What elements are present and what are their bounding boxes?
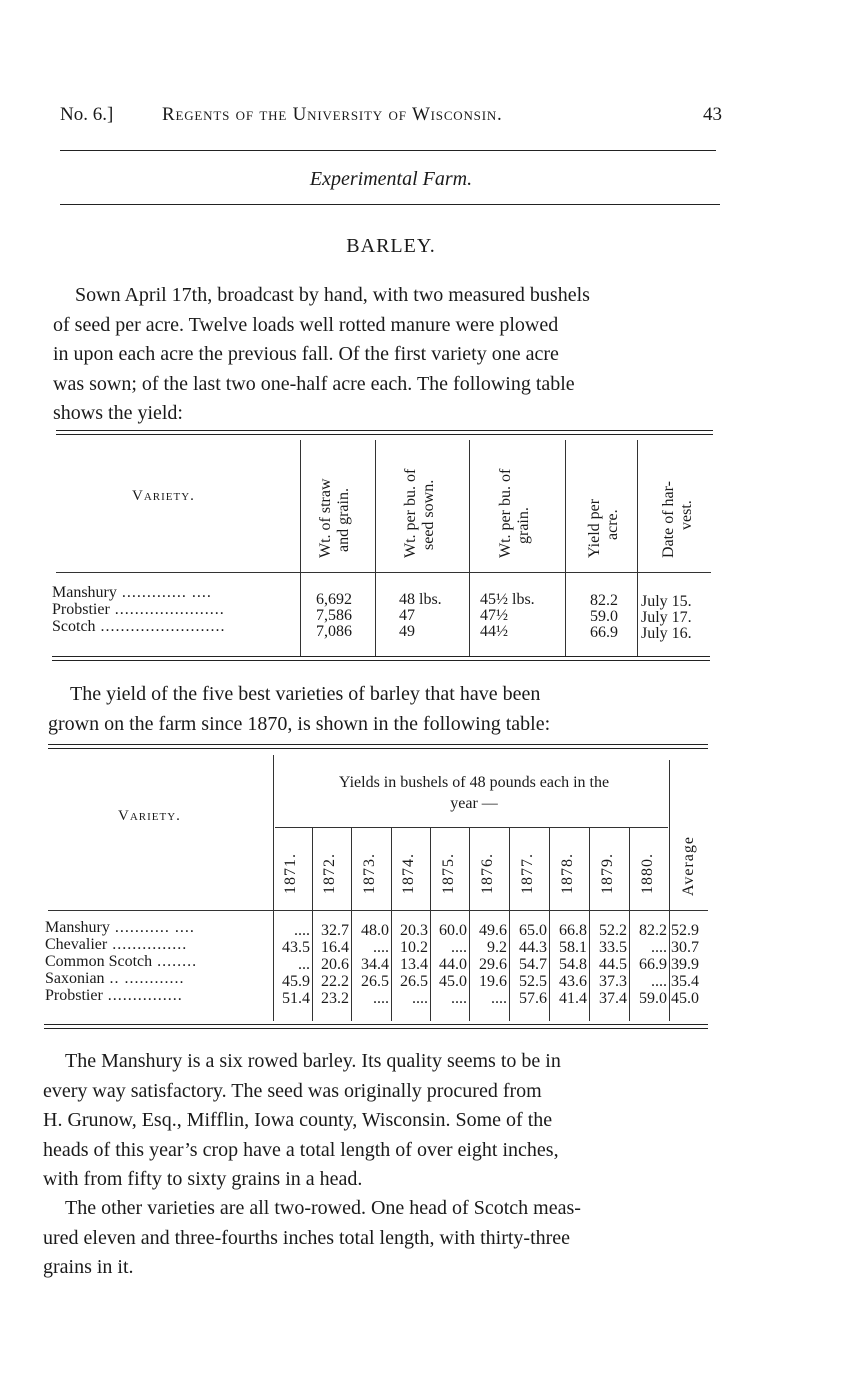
variety-name: Saxonian xyxy=(45,970,105,987)
table2-cell: 65.0 xyxy=(519,922,547,939)
intro-line: was sown; of the last two one-half acre each. The following table xyxy=(53,372,575,395)
table2-cell: .... xyxy=(373,939,389,956)
table1-col-seed-weight xyxy=(402,469,438,558)
table2-year-header: 1877. xyxy=(519,853,536,894)
variety-name: Probstier xyxy=(45,987,103,1004)
table2-cell: .... xyxy=(651,939,667,956)
table2-divider xyxy=(430,827,431,1021)
table2-row-variety xyxy=(45,987,183,1004)
span-header-line: Yields in bushels of 48 pounds each in the xyxy=(338,774,610,791)
table2-variety-header: Variety. xyxy=(118,808,181,824)
table1-cell: July 15. xyxy=(641,593,692,610)
table2-cell: 43.5 xyxy=(282,939,310,956)
table2-cell: 60.0 xyxy=(439,922,467,939)
colhead-line: Date of har- xyxy=(660,481,677,558)
table2-divider xyxy=(273,755,274,1021)
table1-cell: 45½ lbs. xyxy=(480,591,535,608)
table1-row-variety xyxy=(52,618,226,635)
intro-line: of seed per acre. Twelve loads well rotted manure were plowed xyxy=(53,313,559,336)
leader-dots: .. ............ xyxy=(104,970,185,987)
table2-cell: 44.0 xyxy=(439,956,467,973)
table2-cell: 58.1 xyxy=(559,939,587,956)
colhead-line: grain. xyxy=(515,507,532,544)
table2-cell: .... xyxy=(491,990,507,1007)
table1-cell: 6,692 xyxy=(316,591,352,608)
table2-cell: 16.4 xyxy=(321,939,349,956)
leader-dots: ......................... xyxy=(95,618,226,635)
table2-span-header xyxy=(277,772,671,814)
table1-cell: 7,086 xyxy=(316,623,352,640)
table2-divider xyxy=(351,827,352,1021)
table1-cell: 47 xyxy=(399,607,415,624)
table2-divider xyxy=(312,827,313,1021)
table2-cell: 44.3 xyxy=(519,939,547,956)
leader-dots: ............... xyxy=(107,936,188,953)
table2-cell: 45.0 xyxy=(439,973,467,990)
table2-year-header: 1875. xyxy=(440,853,457,894)
table2-cell: 41.4 xyxy=(559,990,587,1007)
table1-divider xyxy=(375,440,376,656)
intro-line: shows the yield: xyxy=(53,402,183,424)
table2-cell: 66.8 xyxy=(559,922,587,939)
subhead: Experimental Farm. xyxy=(309,168,473,190)
table1-bottom-rule xyxy=(52,656,710,661)
table2-header-rule xyxy=(48,910,708,911)
table2-cell: 52.5 xyxy=(519,973,547,990)
table2-cell: 57.6 xyxy=(519,990,547,1007)
closing-line: heads of this year’s crop have a total length of over eight inches, xyxy=(43,1138,559,1161)
table2-row-variety xyxy=(45,970,185,987)
closing-line: ured eleven and three-fourths inches total length, with thirty-three xyxy=(43,1226,571,1249)
colhead-line: Wt. of straw xyxy=(317,478,334,558)
leader-dots: ........ xyxy=(152,953,198,970)
table2-bottom-rule xyxy=(44,1024,708,1029)
table1-divider xyxy=(637,440,638,656)
closing-paragraph-1 xyxy=(43,1047,709,1195)
colhead-line: Yield per xyxy=(586,498,603,558)
table2-cell: 9.2 xyxy=(487,939,507,956)
table2-cell: 37.4 xyxy=(599,990,627,1007)
table2-year-header: 1871. xyxy=(282,853,299,894)
table1-col-grain-weight xyxy=(497,469,533,558)
table2-divider xyxy=(509,827,510,1021)
variety-name: Scotch xyxy=(52,618,96,635)
table2-average-cell: 52.9 xyxy=(671,922,699,939)
table2-cell: 54.8 xyxy=(559,956,587,973)
table2-divider xyxy=(549,827,550,1021)
variety-name: Manshury xyxy=(52,584,117,601)
colhead-line: Wt. per bu. of xyxy=(497,468,514,558)
intro-paragraph xyxy=(53,281,715,429)
table1-divider xyxy=(300,440,301,656)
table2-average-cell: 45.0 xyxy=(671,990,699,1007)
table2-row-variety xyxy=(45,919,195,936)
table1-col-straw-grain xyxy=(317,478,353,558)
table2-cell: 20.6 xyxy=(321,956,349,973)
table2-cell: 49.6 xyxy=(479,922,507,939)
table1-cell: 47½ xyxy=(480,607,508,624)
table1-cell: July 17. xyxy=(641,609,692,626)
colhead-line: and grain. xyxy=(335,488,352,552)
table1-cell: 59.0 xyxy=(590,608,618,625)
table1-cell: 7,586 xyxy=(316,607,352,624)
table2-cell: 20.3 xyxy=(400,922,428,939)
closing-line: every way satisfactory. The seed was originally procured from xyxy=(43,1079,542,1102)
closing-line: grains in it. xyxy=(43,1256,134,1278)
table2-cell: 22.2 xyxy=(321,973,349,990)
table2-cell: 26.5 xyxy=(361,973,389,990)
table2-cell: 45.9 xyxy=(282,973,310,990)
table2-cell: .... xyxy=(412,990,428,1007)
table1-row-variety xyxy=(52,584,212,601)
table2-cell: 29.6 xyxy=(479,956,507,973)
variety-name: Manshury xyxy=(45,919,110,936)
table2-row-variety xyxy=(45,953,197,970)
table2-cell: .... xyxy=(373,990,389,1007)
table2-cell: 66.9 xyxy=(639,956,667,973)
intro-line: in upon each acre the previous fall. Of the first variety one acre xyxy=(53,343,559,365)
middle-line: The yield of the five best varieties of barley that have been xyxy=(70,683,541,705)
table2-year-header: 1874. xyxy=(400,853,417,894)
colhead-line: seed sown. xyxy=(420,479,437,550)
table2-year-header: 1872. xyxy=(321,853,338,894)
closing-line: The other varieties are all two-rowed. One head of Scotch meas- xyxy=(65,1197,581,1219)
colhead-line: acre. xyxy=(604,509,621,540)
table2-cell: .... xyxy=(651,973,667,990)
table2-cell: 32.7 xyxy=(321,922,349,939)
table2-cell: 54.7 xyxy=(519,956,547,973)
table2-year-header: 1873. xyxy=(361,853,378,894)
variety-name: Probstier xyxy=(52,601,110,618)
report-number: No. 6.] xyxy=(60,104,114,125)
table1-cell: 82.2 xyxy=(590,592,618,609)
table2-divider xyxy=(629,827,630,1021)
closing-line: The Manshury is a six rowed barley. Its quality seems to be in xyxy=(65,1050,561,1072)
table2-year-header: 1878. xyxy=(559,853,576,894)
closing-line: with from fifty to sixty grains in a head. xyxy=(43,1168,363,1190)
table2-cell: 48.0 xyxy=(361,922,389,939)
table2-average-header: Average xyxy=(680,836,697,896)
variety-name: Chevalier xyxy=(45,936,108,953)
running-header xyxy=(60,104,722,130)
colhead-line: vest. xyxy=(678,500,695,530)
table2-cell: 52.2 xyxy=(599,922,627,939)
table2-cell: 43.6 xyxy=(559,973,587,990)
table2-average-cell: 35.4 xyxy=(671,973,699,990)
middle-line: grown on the farm since 1870, is shown in the following table: xyxy=(48,712,551,735)
table1-cell: 49 xyxy=(399,623,415,640)
table1-cell: July 16. xyxy=(641,625,692,642)
table2-divider xyxy=(589,827,590,1021)
leader-dots: ............. .... xyxy=(116,584,212,601)
table1-row-variety xyxy=(52,601,225,618)
section-title: BARLEY. xyxy=(346,235,436,257)
table2-year-header: 1879. xyxy=(599,853,616,894)
table2-divider xyxy=(469,827,470,1021)
table2-cell: 59.0 xyxy=(639,990,667,1007)
table1-col-yield xyxy=(586,499,622,558)
table2-cell: .... xyxy=(451,939,467,956)
table2-span-rule xyxy=(275,827,668,828)
table1-cell: 44½ xyxy=(480,623,508,640)
table1-header-rule xyxy=(56,572,711,573)
table2-cell: 19.6 xyxy=(479,973,507,990)
table1-divider xyxy=(565,440,566,656)
table2-top-rule xyxy=(48,744,708,749)
table2-cell: 26.5 xyxy=(400,973,428,990)
header-rule xyxy=(60,150,716,151)
closing-paragraph-2 xyxy=(43,1194,709,1283)
table2-cell: 51.4 xyxy=(282,990,310,1007)
report-title: Regents of the University of Wisconsin. xyxy=(162,104,503,125)
page-number: 43 xyxy=(703,104,722,125)
span-header-line: year — xyxy=(450,795,498,812)
table2-cell: 23.2 xyxy=(321,990,349,1007)
table2-cell: 44.5 xyxy=(599,956,627,973)
table1-variety-header: Variety. xyxy=(132,488,195,504)
table2-average-cell: 30.7 xyxy=(671,939,699,956)
intro-line: Sown April 17th, broadcast by hand, with two measured bushels xyxy=(75,284,590,306)
table1-cell: 48 lbs. xyxy=(399,591,442,608)
subhead-rule xyxy=(60,204,720,205)
table2-cell: .... xyxy=(294,922,310,939)
table1-top-rule xyxy=(56,430,713,435)
table1-col-harvest-date xyxy=(660,481,696,558)
table2-cell: 13.4 xyxy=(400,956,428,973)
leader-dots: ............... xyxy=(102,987,183,1004)
table2-cell: 33.5 xyxy=(599,939,627,956)
middle-paragraph xyxy=(48,680,710,739)
table1-cell: 66.9 xyxy=(590,624,618,641)
table2-divider xyxy=(391,827,392,1021)
table2-year-header: 1876. xyxy=(479,853,496,894)
table2-cell: 82.2 xyxy=(639,922,667,939)
table2-cell: ... xyxy=(298,956,310,973)
colhead-line: Wt. per bu. of xyxy=(402,468,419,558)
leader-dots: ........... .... xyxy=(109,919,195,936)
table2-cell: 10.2 xyxy=(400,939,428,956)
table1-divider xyxy=(469,440,470,656)
table2-cell: 34.4 xyxy=(361,956,389,973)
closing-line: H. Grunow, Esq., Mifflin, Iowa county, Wisconsin. Some of the xyxy=(43,1109,553,1131)
table2-year-header: 1880. xyxy=(639,853,656,894)
table2-cell: .... xyxy=(451,990,467,1007)
table2-divider xyxy=(669,760,670,1021)
table2-row-variety xyxy=(45,936,187,953)
leader-dots: ...................... xyxy=(109,601,225,618)
variety-name: Common Scotch xyxy=(45,953,153,970)
table2-average-cell: 39.9 xyxy=(671,956,699,973)
table2-cell: 37.3 xyxy=(599,973,627,990)
